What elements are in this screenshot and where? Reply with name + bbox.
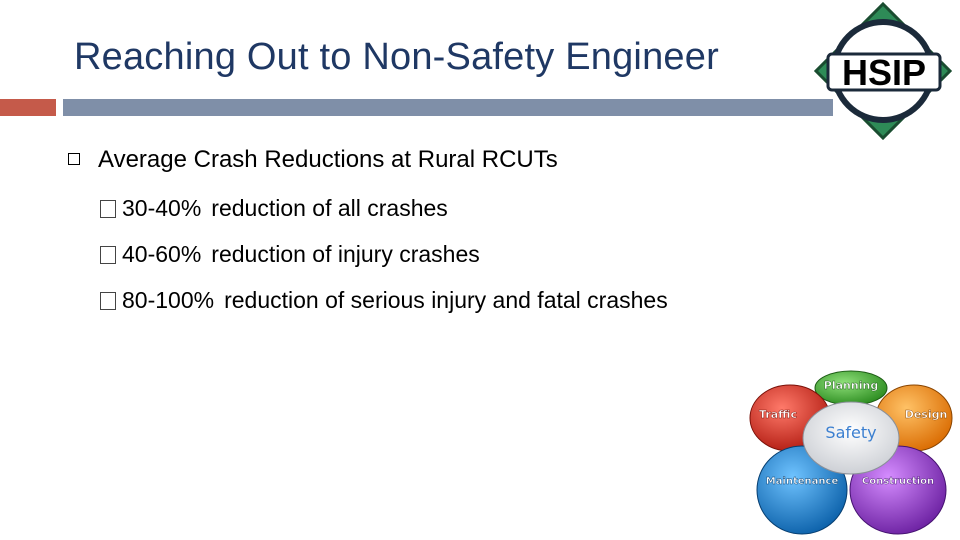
- puzzle-label-safety: Safety: [825, 423, 877, 442]
- sub-bullet-text: reduction of serious injury and fatal crashes: [224, 287, 668, 313]
- puzzle-label-traffic: Traffic: [759, 408, 797, 421]
- accent-bar-gray: [63, 99, 833, 116]
- sub-bullet: [100, 287, 668, 314]
- puzzle-label-planning: Planning: [823, 379, 879, 392]
- sub-bullet-box-icon: [100, 292, 116, 310]
- safety-puzzle-graphic: [748, 370, 954, 540]
- sub-bullet-box-icon: [100, 246, 116, 264]
- hsip-logo: [814, 2, 952, 140]
- slide-title: Reaching Out to Non-Safety Engineer: [74, 36, 719, 78]
- sub-bullet-range: 30-40%: [122, 195, 202, 221]
- sub-bullet-text: reduction of injury crashes: [211, 241, 480, 267]
- sub-bullet-range: 80-100%: [122, 287, 215, 313]
- logo-text: HSIP: [841, 52, 927, 93]
- accent-bar-red: [0, 99, 56, 116]
- sub-bullet: [100, 241, 480, 268]
- sub-bullet: [100, 195, 448, 222]
- puzzle-label-design: Design: [904, 408, 948, 421]
- bullet-square-icon: [68, 153, 80, 165]
- puzzle-label-maintenance: Maintenance: [765, 476, 839, 487]
- main-bullet-text: Average Crash Reductions at Rural RCUTs: [98, 146, 558, 173]
- sub-bullet-text: reduction of all crashes: [211, 195, 448, 221]
- puzzle-label-construction: Construction: [861, 476, 935, 487]
- sub-bullet-box-icon: [100, 200, 116, 218]
- sub-bullet-range: 40-60%: [122, 241, 202, 267]
